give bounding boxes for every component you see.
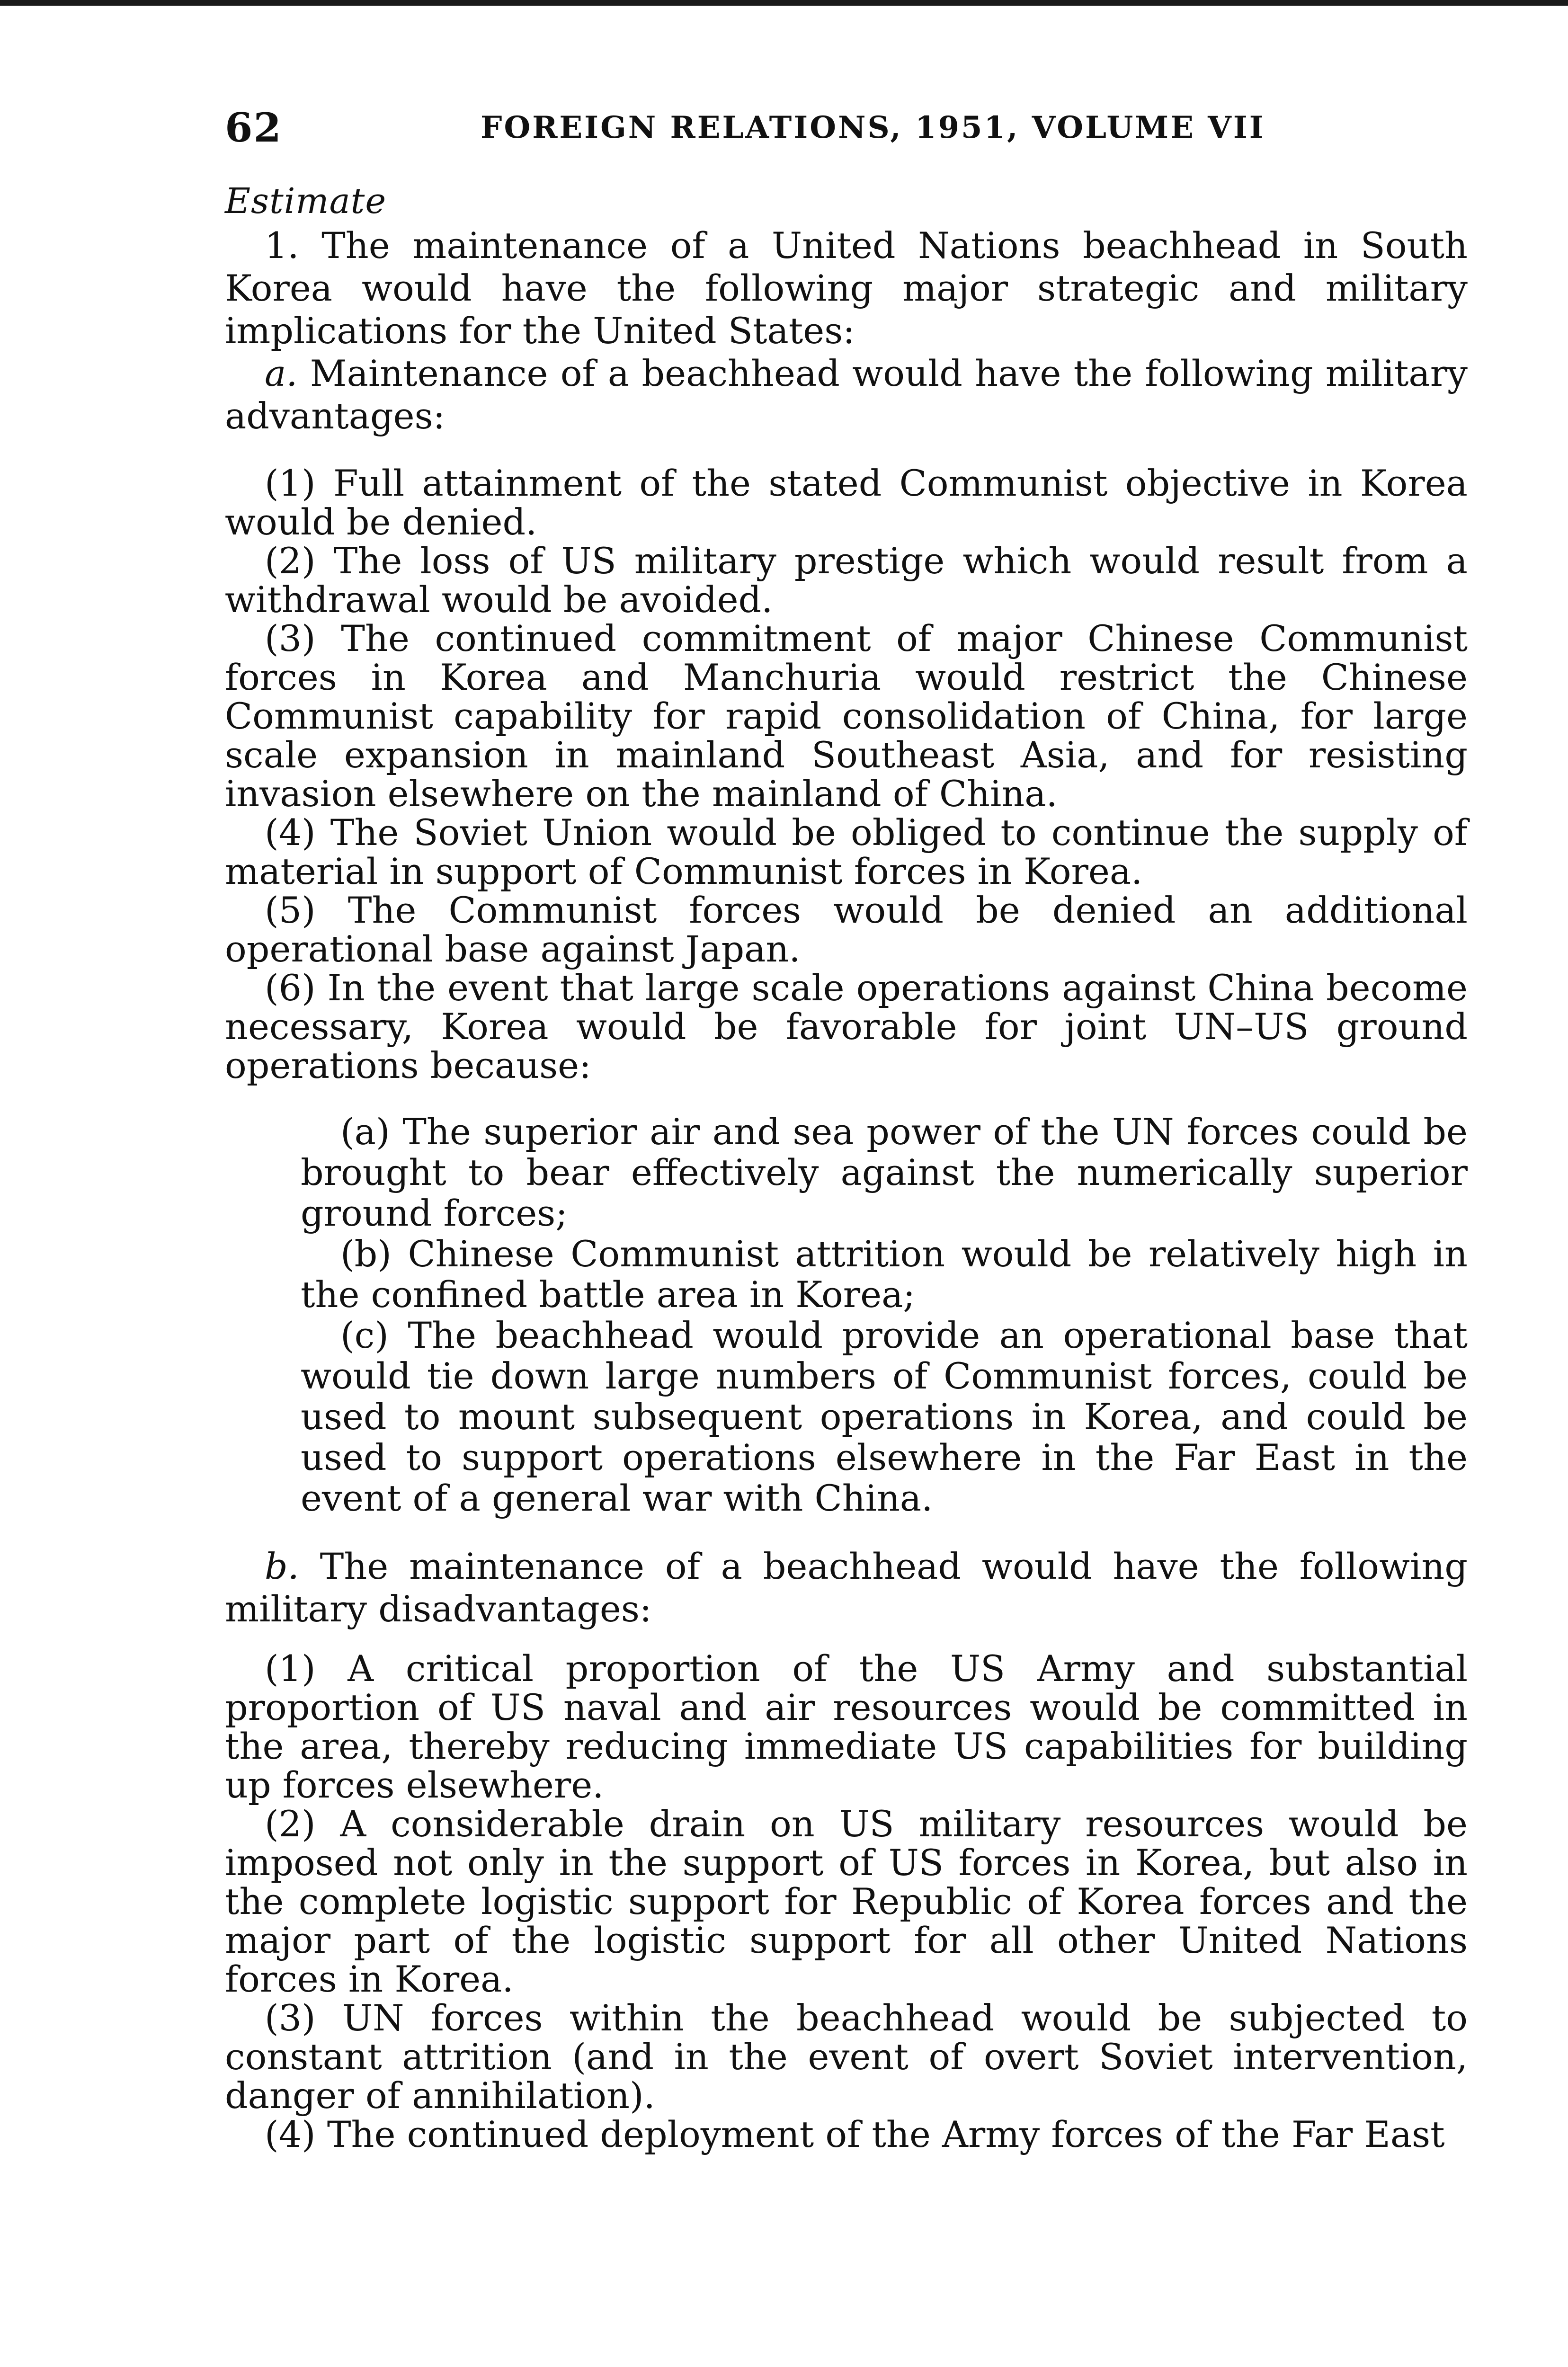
page-number: 62	[225, 104, 282, 151]
section-a-list	[225, 464, 1468, 1085]
section-b-item-3: (3) UN forces within the beachhead would be subjected to constant attrition (and in the event of overt Soviet intervention, danger of annihilation).	[225, 1997, 1468, 2117]
spacer	[225, 1519, 1468, 1545]
section-a-sublist	[225, 1112, 1468, 1519]
section-b-intro	[225, 1545, 1468, 1630]
section-a-subitem-a: (a) The superior air and sea power of the UN forces could be brought to bear effectively against the numerically superior ground forces;	[301, 1111, 1468, 1234]
section-a-item-1: (1) Full attainment of the stated Communist objective in Korea would be denied.	[225, 462, 1468, 543]
section-a-item-4: (4) The Soviet Union would be obliged to continue the supply of material in support of Communist forces in Korea.	[225, 811, 1468, 892]
body-text	[225, 180, 1468, 2154]
section-b-item-1: (1) A critical proportion of the US Army and substantial proportion of US naval and air resources would be committed in the area, thereby reducing immediate US capabilities for building up forces elsewhere.	[225, 1647, 1468, 1806]
section-a-item-2: (2) The loss of US military prestige which would result from a withdrawal would be avoided.	[225, 540, 1468, 621]
section-b-list	[225, 1649, 1468, 2154]
section-heading: Estimate	[225, 181, 387, 222]
running-head	[225, 104, 1465, 151]
top-edge-rule	[0, 0, 1568, 6]
spacer	[225, 437, 1468, 464]
section-a-item-6: (6) In the event that large scale operations against China become necessary, Korea would be favorable for joint UN–US ground operations because:	[225, 967, 1468, 1086]
section-a-item-3: (3) The continued commitment of major Chinese Communist forces in Korea and Manchuria would restrict the Chinese Communist capability for rapid consolidation of China, for large scale expansion in mainland Southeast Asia, and for resisting invasion elsewhere on the mainland of China.	[225, 617, 1468, 815]
section-b-intro-text: The maintenance of a beachhead would have the following military disadvantages:	[225, 1545, 1468, 1630]
section-a-subitem-c: (c) The beachhead would provide an operational base that would tie down large numbers of Communist forces, could be used to mount subsequent operations in Korea, and could be used to support operations elsewhere in the Far East in the event of a general war with China.	[301, 1314, 1468, 1519]
paragraph-1: 1. The maintenance of a United Nations beachhead in South Korea would have the following major strategic and military implications for the United States:	[225, 224, 1468, 352]
section-b-marker: b.	[265, 1545, 299, 1587]
section-a-intro-text: Maintenance of a beachhead would have the following military advantages:	[225, 352, 1468, 437]
running-title: FOREIGN RELATIONS, 1951, VOLUME VII	[481, 110, 1265, 145]
section-a-subitem-b: (b) Chinese Communist attrition would be relatively high in the confined battle area in Korea;	[301, 1233, 1468, 1316]
section-a-intro	[225, 352, 1468, 437]
section-a-marker: a.	[265, 352, 298, 394]
section-a-item-5: (5) The Communist forces would be denied an additional operational base against Japan.	[225, 889, 1468, 970]
section-b-item-4: (4) The continued deployment of the Army forces of the Far East	[265, 2113, 1445, 2155]
section-b-item-2: (2) A considerable drain on US military resources would be imposed not only in the support of US forces in Korea, but also in the complete logistic support for Republic of Korea forces and the major part of the logistic support for all other United Nations forces in Korea.	[225, 1803, 1468, 2000]
spacer	[225, 1085, 1468, 1112]
spacer	[225, 1630, 1468, 1649]
